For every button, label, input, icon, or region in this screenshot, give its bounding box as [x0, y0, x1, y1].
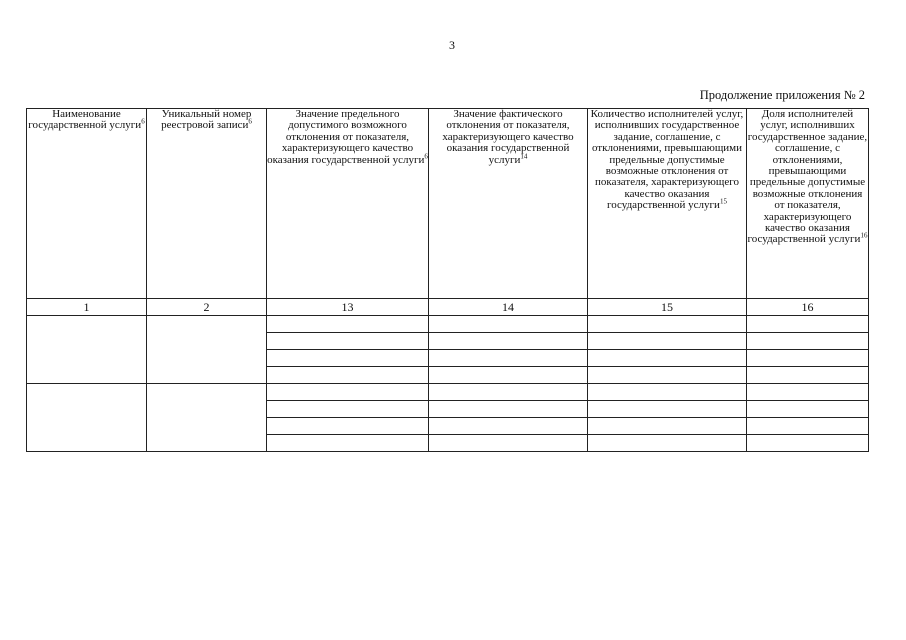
column-number-cell: 14: [429, 299, 588, 316]
table-cell: [429, 350, 588, 367]
continuation-label: Продолжение приложения № 2: [699, 88, 865, 102]
report-table: [26, 108, 869, 452]
table-cell: [267, 367, 429, 384]
header-allowed-deviation: Значение предельного допустимого возможного отклонения от показателя, характеризующего качество оказания государственной услуги$^6$: [267, 109, 429, 299]
column-number-cell: 2: [147, 299, 267, 316]
table-cell: [267, 350, 429, 367]
table-cell: [747, 367, 869, 384]
header-registry-number: Уникальный номер реестровой записи$^6$: [147, 109, 267, 299]
table-cell: [588, 401, 747, 418]
column-number-cell: 1: [27, 299, 147, 316]
table-cell: [747, 350, 869, 367]
table-cell: [429, 316, 588, 333]
table-cell: [267, 333, 429, 350]
header-performers-count: Количество исполнителей услуг, исполнивших государственное задание, соглашение, с отклонениями, превышающими предельные допустимые возможные отклонения от показателя, характеризующего качество оказания государственной услуги$^{15}$: [588, 109, 747, 299]
table-cell: [588, 435, 747, 452]
header-row: [27, 109, 869, 299]
table-cell: [429, 333, 588, 350]
table-cell: [747, 384, 869, 401]
table-cell: [588, 384, 747, 401]
table-row: [27, 384, 869, 401]
registry-number-cell: [147, 384, 267, 452]
table-cell: [267, 316, 429, 333]
column-number-cell: 15: [588, 299, 747, 316]
table-cell: [747, 435, 869, 452]
table-cell: [588, 333, 747, 350]
table-cell: [747, 401, 869, 418]
table-cell: [588, 350, 747, 367]
column-number-row: [27, 299, 869, 316]
header-performers-share: Доля исполнителей услуг, исполнивших государственное задание, соглашение, с отклонениями, превышающими предельные допустимые возможные отклонения от показателя, характеризующего качество оказания государственной услуги$^{16}$: [747, 109, 869, 299]
registry-number-cell: [147, 316, 267, 384]
table-cell: [747, 316, 869, 333]
table-cell: [267, 401, 429, 418]
table-cell: [429, 384, 588, 401]
table-cell: [747, 418, 869, 435]
table-cell: [429, 435, 588, 452]
header-actual-deviation: Значение фактического отклонения от показателя, характеризующего качество оказания государственной услуги$^{14}$: [429, 109, 588, 299]
table-cell: [588, 367, 747, 384]
header-service-name: Наименование государственной услуги$^6$: [27, 109, 147, 299]
table-cell: [267, 384, 429, 401]
table-cell: [747, 333, 869, 350]
service-name-cell: [27, 384, 147, 452]
table-cell: [588, 418, 747, 435]
service-name-cell: [27, 316, 147, 384]
table-cell: [429, 418, 588, 435]
column-number-cell: 16: [747, 299, 869, 316]
table-row: [27, 316, 869, 333]
table-cell: [588, 316, 747, 333]
table-cell: [267, 418, 429, 435]
column-number-cell: 13: [267, 299, 429, 316]
table-cell: [429, 401, 588, 418]
table-cell: [429, 367, 588, 384]
page-number: 3: [449, 38, 455, 52]
table-cell: [267, 435, 429, 452]
